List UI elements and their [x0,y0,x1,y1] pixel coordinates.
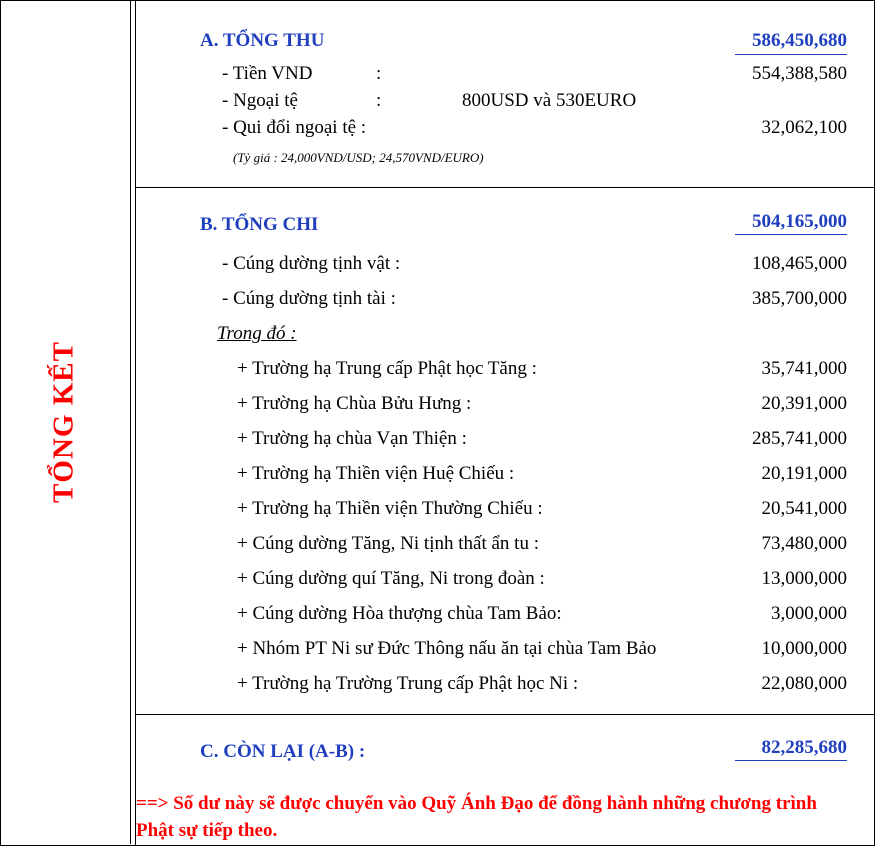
side-column [0,0,131,844]
row-label: - Cúng dường tịnh tài : [222,288,396,309]
detail-label: + Trường hạ Thiền viện Huệ Chiếu : [237,463,515,484]
detail-label: + Nhóm PT Ni sư Đức Thông nấu ăn tại chùa Tam Bảo [237,638,657,659]
section-c-heading: C. CÒN LẠI (A-B) : [200,741,366,762]
exchange-rate-note: (Tỷ giá : 24,000VND/USD; 24,570VND/EURO) [233,150,484,165]
detail-label: + Cúng dường quí Tăng, Ni trong đoàn : [237,568,545,589]
detail-value: 20,541,000 [761,498,847,519]
detail-value: 10,000,000 [761,638,847,659]
detail-value: 3,000,000 [771,603,847,624]
closing-message: ==> Số dư này sẽ được chuyển vào Quỹ Ánh Đạo để đồng hành những chương trình Phật sự tiếp theo. [136,793,817,841]
detail-value: 22,080,000 [761,673,847,694]
row-separator: : [376,63,382,84]
row-value: 554,388,580 [752,63,847,84]
detail-label: + Trường hạ Trường Trung cấp Phật học Ni : [237,673,579,694]
detail-label: + Trường hạ chùa Vạn Thiện : [237,428,467,449]
section-a-heading: A. TỔNG THU [200,30,325,51]
row-separator: : [376,90,382,111]
detail-label: + Trường hạ Chùa Bửu Hưng : [237,393,472,414]
row-value: 32,062,100 [761,117,847,138]
detail-label: + Cúng dường Hòa thượng chùa Tam Bảo: [237,603,562,624]
row-label: - Ngoại tệ [222,90,298,111]
detail-value: 73,480,000 [761,533,847,554]
detail-value: 285,741,000 [752,428,847,449]
section-divider [135,187,875,188]
section-b-heading: B. TỔNG CHI [200,214,319,235]
detail-value: 20,391,000 [761,393,847,414]
detail-label: + Cúng dường Tăng, Ni tịnh thất ẩn tu : [237,533,539,554]
section-c-total: 82,285,680 [761,737,847,758]
row-value: 385,700,000 [752,288,847,309]
detail-value: 13,000,000 [761,568,847,589]
row-value: 108,465,000 [752,253,847,274]
detail-label: + Trường hạ Trung cấp Phật học Tăng : [237,358,537,379]
subheading: Trong đó : [217,323,297,344]
section-c-total-underline [735,760,847,761]
detail-value: 20,191,000 [761,463,847,484]
row-middle-text: 800USD và 530EURO [462,90,637,111]
section-b-total: 504,165,000 [752,211,847,232]
section-a-total-underline [735,54,847,55]
detail-value: 35,741,000 [761,358,847,379]
side-title: TỔNG KẾT [47,341,80,503]
column-divider [135,0,136,846]
section-divider [135,714,875,715]
section-a-total: 586,450,680 [752,30,847,51]
detail-label: + Trường hạ Thiền viện Thường Chiếu : [237,498,543,519]
row-label: - Qui đổi ngoại tệ : [222,117,367,138]
row-label: - Cúng dường tịnh vật : [222,253,401,274]
section-b-total-underline [735,234,847,235]
row-label: - Tiền VND [222,63,313,84]
